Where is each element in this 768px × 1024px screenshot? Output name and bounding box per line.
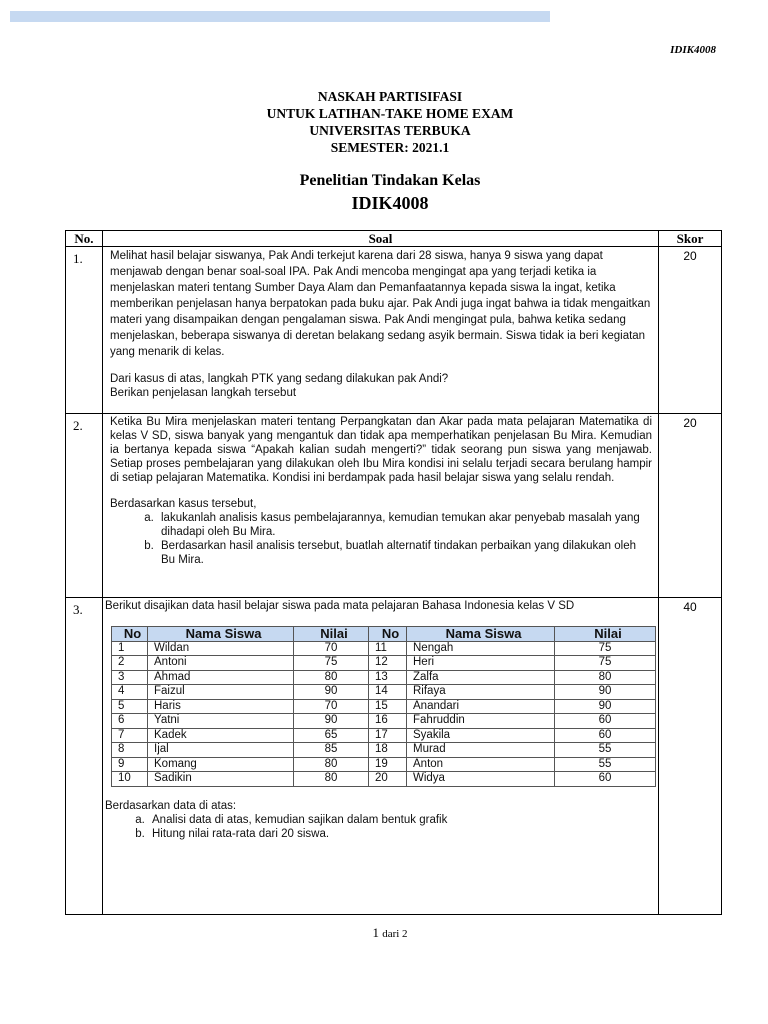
header-soal: Soal [103, 231, 659, 247]
table-row [112, 728, 656, 743]
question-row-2 [66, 414, 722, 598]
table-cell: 16 [369, 714, 407, 729]
table-cell: 20 [369, 772, 407, 787]
table-cell: 4 [112, 685, 148, 700]
question-text [103, 414, 659, 598]
question-row-1 [66, 247, 722, 414]
question-score: 20 [659, 247, 722, 414]
table-cell: 55 [555, 743, 656, 758]
table-cell: 14 [369, 685, 407, 700]
table-cell: 70 [294, 699, 369, 714]
table-row [112, 670, 656, 685]
header-skor: Skor [659, 231, 722, 247]
table-cell: 65 [294, 728, 369, 743]
table-cell: Nengah [407, 641, 555, 656]
table-cell: 70 [294, 641, 369, 656]
table-cell: 2 [112, 656, 148, 671]
table-cell: 60 [555, 728, 656, 743]
table-cell: Haris [148, 699, 294, 714]
question-table-header [66, 231, 722, 247]
table-cell: 80 [294, 670, 369, 685]
table-cell: 3 [112, 670, 148, 685]
score-table-header [112, 627, 656, 642]
question-paragraph: Melihat hasil belajar siswanya, Pak Andi terkejut karena dari 28 siswa, hanya 9 siswa yang dapat menjawab dengan benar soal-soal IPA. Pak Andi mencoba mengingat apa yang terjadi ketika ia menjelaskan materi tentang Sumber Daya Alam dan Pemanfaatannya kepada siswa la ingat, ketika memberikan penjelasan hanya berpatokan pada buku ajar. Pak Andi juga ingat bahwa ia tidak mengaitkan materi yang disampaikan dengan pengalaman siswa. Pak Andi mengingat pula, bahwa ketika sedang menjelaskan, beberapa siswanya di deretan belakang sedang asyik bermain. Siswa tidak ia beri kegiatan yang menarik di kelas. [110, 250, 651, 358]
table-cell: 90 [294, 714, 369, 729]
question-lead: Berdasarkan kasus tersebut, [110, 498, 257, 510]
top-color-bar [10, 11, 550, 22]
subitem-a: a. Analisi data di atas, kemudian sajikan dalam bentuk grafik [148, 813, 652, 827]
header-line: UNIVERSITAS TERBUKA [309, 123, 471, 138]
col-nilai: Nilai [555, 627, 656, 642]
question-table [65, 230, 722, 915]
col-no: No [369, 627, 407, 642]
table-cell: 60 [555, 772, 656, 787]
question-subitems [110, 511, 652, 567]
table-cell: 55 [555, 757, 656, 772]
table-cell: 75 [294, 656, 369, 671]
table-row [112, 656, 656, 671]
table-cell: Komang [148, 757, 294, 772]
score-table-body [112, 641, 656, 786]
header-no: No. [66, 231, 103, 247]
student-score-table [111, 626, 656, 787]
col-nama: Nama Siswa [148, 627, 294, 642]
table-cell: Murad [407, 743, 555, 758]
col-no: No [112, 627, 148, 642]
header-line: SEMESTER: 2021.1 [330, 140, 450, 155]
table-cell: 85 [294, 743, 369, 758]
table-cell: 5 [112, 699, 148, 714]
question-number: 1. [66, 247, 103, 414]
subitem-a: a. lakukanlah analisis kasus pembelajarannya, kemudian temukan akar penyebab masalah yang dihadapi oleh Bu Mira. [157, 511, 652, 539]
question-score: 20 [659, 414, 722, 598]
table-cell: Wildan [148, 641, 294, 656]
table-cell: 75 [555, 656, 656, 671]
course-code: IDIK4008 [351, 193, 429, 213]
table-cell: Anton [407, 757, 555, 772]
table-row [112, 699, 656, 714]
question-intro: Berikut disajikan data hasil belajar siswa pada mata pelajaran Bahasa Indonesia kelas V SD [105, 600, 575, 612]
table-cell: 11 [369, 641, 407, 656]
table-cell: Antoni [148, 656, 294, 671]
question-row-3 [66, 598, 722, 915]
table-row [112, 685, 656, 700]
table-cell: 9 [112, 757, 148, 772]
table-cell: Fahruddin [407, 714, 555, 729]
table-row [112, 757, 656, 772]
table-row [112, 714, 656, 729]
page-total: dari 2 [382, 928, 408, 940]
table-cell: Anandari [407, 699, 555, 714]
table-cell: Syakila [407, 728, 555, 743]
header-line: UNTUK LATIHAN-TAKE HOME EXAM [266, 106, 514, 121]
subitem-b: b. Hitung nilai rata-rata dari 20 siswa. [148, 827, 652, 841]
table-cell: Rifaya [407, 685, 555, 700]
question-paragraph: Ketika Bu Mira menjelaskan materi tentang Perpangkatan dan Akar pada mata pelajaran Matematika di kelas V SD, siswa banyak yang mengantuk dan tidak apa memperhatikan penjelasan Bu Mira. Kemudian ia bertanya kepada siswa “Apakah kalian sudah mengerti?” tidak seorang pun siswa yang menjawab. Setiap proses pembelajaran yang dilakukan oleh Ibu Mira kondisi ini selalu terjadi secara berulang hampir di setiap pelajaran Matematika. Kondisi ini berdampak pada hasil belajar siswa yang selalu rendah. [110, 416, 652, 484]
table-cell: Sadikin [148, 772, 294, 787]
table-cell: 10 [112, 772, 148, 787]
table-cell: 19 [369, 757, 407, 772]
question-number: 3. [66, 598, 103, 915]
question-score: 40 [659, 598, 722, 915]
table-cell: 18 [369, 743, 407, 758]
table-cell: Heri [407, 656, 555, 671]
table-cell: 80 [294, 757, 369, 772]
col-nilai: Nilai [294, 627, 369, 642]
table-cell: 90 [555, 685, 656, 700]
table-cell: 13 [369, 670, 407, 685]
table-row [112, 772, 656, 787]
table-cell: 1 [112, 641, 148, 656]
subitem-b: b. Berdasarkan hasil analisis tersebut, buatlah alternatif tindakan perbaikan yang dilakukan oleh Bu Mira. [157, 539, 652, 567]
table-cell: 8 [112, 743, 148, 758]
table-cell: Ijal [148, 743, 294, 758]
exam-header [0, 88, 768, 156]
header-line: NASKAH PARTISIFASI [317, 89, 463, 104]
course-title: Penelitian Tindakan Kelas [299, 172, 481, 189]
document-code: IDIK4008 [670, 44, 716, 56]
table-cell: Widya [407, 772, 555, 787]
table-cell: Ahmad [148, 670, 294, 685]
table-cell: 60 [555, 714, 656, 729]
table-cell: Faizul [148, 685, 294, 700]
table-row [112, 641, 656, 656]
table-cell: 90 [294, 685, 369, 700]
question-prompt: Berikan penjelasan langkah tersebut [110, 387, 297, 399]
table-cell: 17 [369, 728, 407, 743]
question-number: 2. [66, 414, 103, 598]
table-cell: 7 [112, 728, 148, 743]
question-subitems [105, 813, 652, 841]
question-lead: Berdasarkan data di atas: [105, 799, 237, 812]
question-prompt: Dari kasus di atas, langkah PTK yang sedang dilakukan pak Andi? [110, 373, 449, 385]
question-text [103, 247, 659, 414]
col-nama: Nama Siswa [407, 627, 555, 642]
page-number [0, 925, 768, 941]
table-cell: Yatni [148, 714, 294, 729]
page-current: 1 [372, 925, 379, 940]
table-cell: 12 [369, 656, 407, 671]
table-cell: Kadek [148, 728, 294, 743]
table-cell: 15 [369, 699, 407, 714]
table-cell: 90 [555, 699, 656, 714]
table-row [112, 743, 656, 758]
table-cell: 80 [555, 670, 656, 685]
table-cell: 75 [555, 641, 656, 656]
table-cell: 80 [294, 772, 369, 787]
table-cell: Zalfa [407, 670, 555, 685]
table-cell: 6 [112, 714, 148, 729]
question-text [103, 598, 659, 915]
